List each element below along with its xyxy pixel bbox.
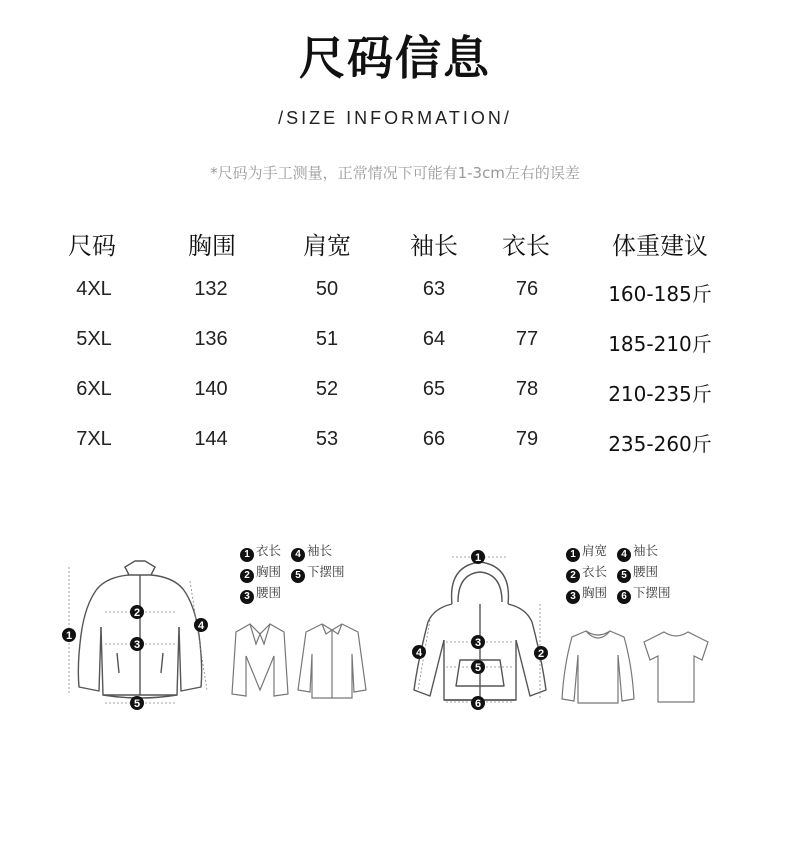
hoodie-marker: 4 [415,647,423,659]
jacket-marker: 1 [65,630,73,642]
jacket-marker: 5 [133,698,141,710]
table-cell: 4XL [76,278,112,300]
jacket-marker: 2 [133,607,141,619]
legend-number-icon: 3 [240,590,254,604]
legend-label: 胸围 [256,564,282,579]
legend-label: 袖长 [633,543,659,558]
page-title: 尺码信息 [299,31,491,85]
jacket-marker: 3 [133,639,141,651]
table-cell: 52 [315,378,339,400]
table-cell: 5XL [76,328,112,350]
table-cell: 144 [194,428,228,450]
table-cell: 51 [315,328,339,350]
tshirt-icon [640,628,712,706]
measurement-note: *尺码为手工测量，正常情况下可能有1-3cm左右的误差 [210,164,580,182]
header-weight: 体重建议 [612,232,708,260]
table-cell: 65 [422,378,446,400]
table-cell: 6XL [76,378,112,400]
legend-number-icon: 6 [617,590,631,604]
hoodie-marker: 1 [474,552,482,564]
legend-number-icon: 4 [291,548,305,562]
hoodie-marker: 2 [537,648,545,660]
header-length: 衣长 [502,232,550,260]
hoodie-legend [566,541,677,604]
legend-number-icon: 1 [566,548,580,562]
legend-label: 胸围 [582,585,608,600]
legend-label: 袖长 [307,543,333,558]
table-cell: 132 [194,278,228,300]
legend-number-icon: 1 [240,548,254,562]
table-cell: 235-260斤 [608,432,712,456]
table-cell: 76 [515,278,539,300]
hoodie-marker: 5 [474,662,482,674]
legend-number-icon: 3 [566,590,580,604]
jacket-diagram [55,555,225,715]
hoodie-diagram [402,540,558,720]
legend-label: 肩宽 [582,543,608,558]
table-cell: 7XL [76,428,112,450]
legend-label: 下摆围 [633,585,671,600]
table-cell: 185-210斤 [608,332,712,356]
header-size: 尺码 [68,232,116,260]
table-cell: 50 [315,278,339,300]
header-sleeve: 袖长 [410,232,458,260]
jacket-legend [240,541,351,604]
table-cell: 79 [515,428,539,450]
table-cell: 210-235斤 [608,382,712,406]
table-cell: 136 [194,328,228,350]
hoodie-marker: 6 [474,698,482,710]
table-cell: 64 [422,328,446,350]
legend-number-icon: 2 [566,569,580,583]
table-cell: 77 [515,328,539,350]
legend-label: 腰围 [633,564,659,579]
legend-label: 衣长 [256,543,282,558]
legend-label: 下摆围 [307,564,345,579]
legend-number-icon: 2 [240,569,254,583]
hoodie-marker: 3 [474,637,482,649]
jacket-marker: 4 [197,620,205,632]
legend-number-icon: 5 [291,569,305,583]
table-cell: 140 [194,378,228,400]
table-cell: 63 [422,278,446,300]
table-cell: 66 [422,428,446,450]
table-cell: 53 [315,428,339,450]
legend-label: 腰围 [256,585,282,600]
shirt-icon [294,620,370,700]
page-subtitle: /SIZE INFORMATION/ [278,108,512,128]
sweater-icon [560,625,636,707]
legend-number-icon: 4 [617,548,631,562]
legend-label: 衣长 [582,564,608,579]
table-cell: 160-185斤 [608,282,712,306]
header-shoulder: 肩宽 [303,232,351,260]
legend-number-icon: 5 [617,569,631,583]
header-chest: 胸围 [188,232,236,260]
blazer-icon [230,620,290,700]
table-cell: 78 [515,378,539,400]
